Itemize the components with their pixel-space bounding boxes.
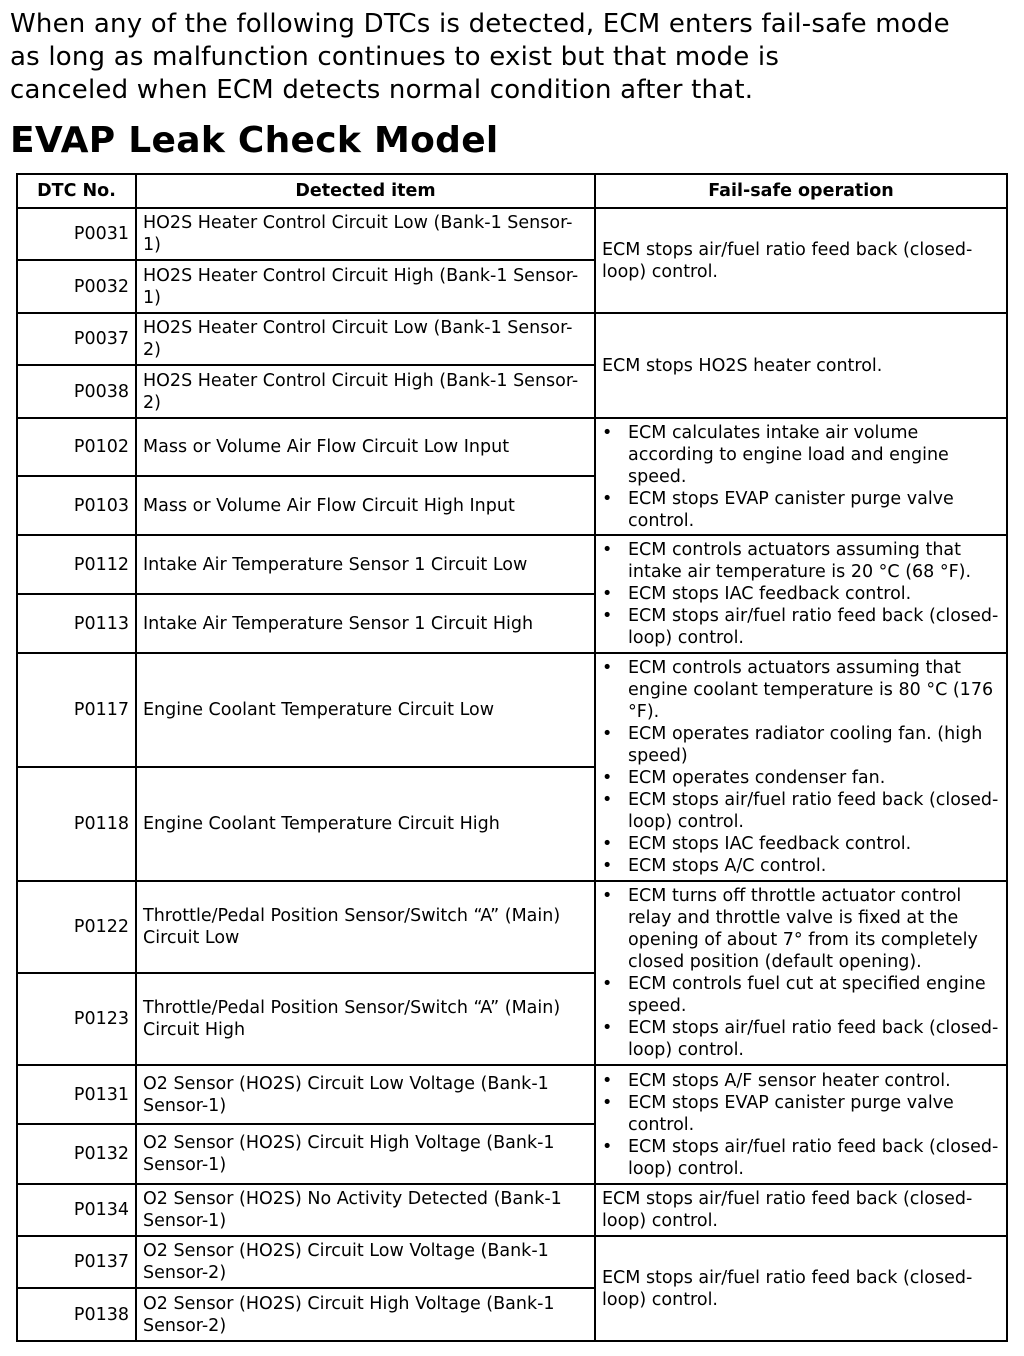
failsafe-bullet-list	[602, 885, 1000, 1061]
failsafe-bullet-item: • ECM stops air/fuel ratio feed back (closed-loop) control.	[602, 1136, 1000, 1180]
failsafe-bullet-list	[602, 1070, 1000, 1180]
detected-item-cell: Intake Air Temperature Sensor 1 Circuit Low	[136, 535, 595, 594]
detected-item-cell: O2 Sensor (HO2S) No Activity Detected (Bank-1 Sensor-1)	[136, 1184, 595, 1236]
dtc-code-cell: P0037	[17, 313, 136, 365]
dtc-code-cell: P0137	[17, 1236, 136, 1288]
dtc-failsafe-table	[16, 173, 1008, 1342]
failsafe-operation-cell	[595, 208, 1007, 313]
detected-item-cell: O2 Sensor (HO2S) Circuit Low Voltage (Bank-1 Sensor-1)	[136, 1065, 595, 1124]
detected-item-cell: Throttle/Pedal Position Sensor/Switch “A” (Main) Circuit High	[136, 973, 595, 1065]
detected-item-cell: Intake Air Temperature Sensor 1 Circuit High	[136, 594, 595, 653]
table-row	[17, 208, 1007, 260]
table-row	[17, 1236, 1007, 1288]
detected-item-cell: HO2S Heater Control Circuit Low (Bank-1 Sensor-2)	[136, 313, 595, 365]
table-header-row	[17, 174, 1007, 208]
dtc-code-cell: P0118	[17, 767, 136, 881]
dtc-code-cell: P0131	[17, 1065, 136, 1124]
detected-item-cell: HO2S Heater Control Circuit High (Bank-1 Sensor-1)	[136, 260, 595, 313]
failsafe-bullet-item: • ECM controls fuel cut at specified engine speed.	[602, 973, 1000, 1017]
header-detected-item: Detected item	[136, 174, 595, 208]
failsafe-bullet-item: • ECM controls actuators assuming that intake air temperature is 20 °C (68 °F).	[602, 539, 1000, 583]
table-row	[17, 1184, 1007, 1236]
detected-item-cell: Throttle/Pedal Position Sensor/Switch “A” (Main) Circuit Low	[136, 881, 595, 973]
dtc-code-cell: P0103	[17, 476, 136, 535]
detected-item-cell: HO2S Heater Control Circuit High (Bank-1 Sensor-2)	[136, 365, 595, 418]
dtc-code-cell: P0031	[17, 208, 136, 260]
failsafe-text: ECM stops air/fuel ratio feed back (closed-loop) control.	[602, 1189, 973, 1231]
table-header	[17, 174, 1007, 208]
detected-item-cell: O2 Sensor (HO2S) Circuit High Voltage (Bank-1 Sensor-1)	[136, 1124, 595, 1184]
failsafe-bullet-item: • ECM controls actuators assuming that engine coolant temperature is 80 °C (176 °F).	[602, 657, 1000, 723]
failsafe-operation-cell	[595, 653, 1007, 881]
failsafe-bullet-item: • ECM stops IAC feedback control.	[602, 833, 1000, 855]
failsafe-text: ECM stops HO2S heater control.	[602, 355, 883, 376]
failsafe-operation-cell	[595, 535, 1007, 653]
table-row	[17, 1065, 1007, 1124]
failsafe-bullet-item: • ECM stops A/F sensor heater control.	[602, 1070, 1000, 1092]
failsafe-bullet-list	[602, 539, 1000, 649]
intro-line-2: as long as malfunction continues to exist but that mode is	[10, 42, 780, 72]
detected-item-cell: O2 Sensor (HO2S) Circuit Low Voltage (Bank-1 Sensor-2)	[136, 1236, 595, 1288]
failsafe-bullet-item: • ECM stops A/C control.	[602, 855, 1000, 877]
dtc-code-cell: P0134	[17, 1184, 136, 1236]
failsafe-bullet-item: • ECM calculates intake air volume according to engine load and engine speed.	[602, 422, 1000, 488]
failsafe-operation-cell	[595, 418, 1007, 535]
detected-item-cell: HO2S Heater Control Circuit Low (Bank-1 Sensor-1)	[136, 208, 595, 260]
detected-item-cell: Mass or Volume Air Flow Circuit High Input	[136, 476, 595, 535]
failsafe-operation-cell	[595, 1184, 1007, 1236]
intro-line-3: canceled when ECM detects normal condition after that.	[10, 75, 754, 105]
failsafe-text: ECM stops air/fuel ratio feed back (closed-loop) control.	[602, 1267, 973, 1310]
table-row	[17, 535, 1007, 594]
header-dtc-no: DTC No.	[17, 174, 136, 208]
detected-item-cell: Engine Coolant Temperature Circuit High	[136, 767, 595, 881]
failsafe-operation-cell	[595, 313, 1007, 418]
dtc-code-cell: P0122	[17, 881, 136, 973]
detected-item-cell: Engine Coolant Temperature Circuit Low	[136, 653, 595, 767]
dtc-code-cell: P0032	[17, 260, 136, 313]
failsafe-bullet-list	[602, 422, 1000, 532]
dtc-code-cell: P0113	[17, 594, 136, 653]
dtc-code-cell: P0123	[17, 973, 136, 1065]
failsafe-bullet-item: • ECM stops air/fuel ratio feed back (closed-loop) control.	[602, 1017, 1000, 1061]
dtc-code-cell: P0102	[17, 418, 136, 476]
detected-item-cell: O2 Sensor (HO2S) Circuit High Voltage (Bank-1 Sensor-2)	[136, 1288, 595, 1341]
intro-line-1: When any of the following DTCs is detected, ECM enters fail-safe mode	[10, 9, 950, 39]
dtc-code-cell: P0117	[17, 653, 136, 767]
failsafe-bullet-item: • ECM stops air/fuel ratio feed back (closed-loop) control.	[602, 605, 1000, 649]
header-failsafe-operation: Fail-safe operation	[595, 174, 1007, 208]
page-title: EVAP Leak Check Model	[10, 120, 499, 161]
failsafe-bullet-item: • ECM stops EVAP canister purge valve control.	[602, 1092, 1000, 1136]
failsafe-bullet-item: • ECM stops EVAP canister purge valve control.	[602, 488, 1000, 532]
failsafe-operation-cell	[595, 1236, 1007, 1341]
detected-item-cell: Mass or Volume Air Flow Circuit Low Input	[136, 418, 595, 476]
dtc-code-cell: P0038	[17, 365, 136, 418]
table-row	[17, 653, 1007, 767]
dtc-code-cell: P0138	[17, 1288, 136, 1341]
failsafe-bullet-list	[602, 657, 1000, 877]
intro-paragraph	[10, 8, 1010, 107]
dtc-code-cell: P0132	[17, 1124, 136, 1184]
failsafe-bullet-item: • ECM stops air/fuel ratio feed back (closed-loop) control.	[602, 789, 1000, 833]
dtc-code-cell: P0112	[17, 535, 136, 594]
failsafe-bullet-item: • ECM operates condenser fan.	[602, 767, 1000, 789]
failsafe-operation-cell	[595, 1065, 1007, 1184]
failsafe-operation-cell	[595, 881, 1007, 1065]
failsafe-text: ECM stops air/fuel ratio feed back (closed-loop) control.	[602, 239, 973, 282]
failsafe-bullet-item: • ECM operates radiator cooling fan. (high speed)	[602, 723, 1000, 767]
table-row	[17, 313, 1007, 365]
failsafe-bullet-item: • ECM turns off throttle actuator control relay and throttle valve is fixed at the opening of about 7° from its completely closed position (default opening).	[602, 885, 1000, 973]
table-row	[17, 881, 1007, 973]
table-body	[17, 208, 1007, 1341]
failsafe-bullet-item: • ECM stops IAC feedback control.	[602, 583, 1000, 605]
table-row	[17, 418, 1007, 476]
